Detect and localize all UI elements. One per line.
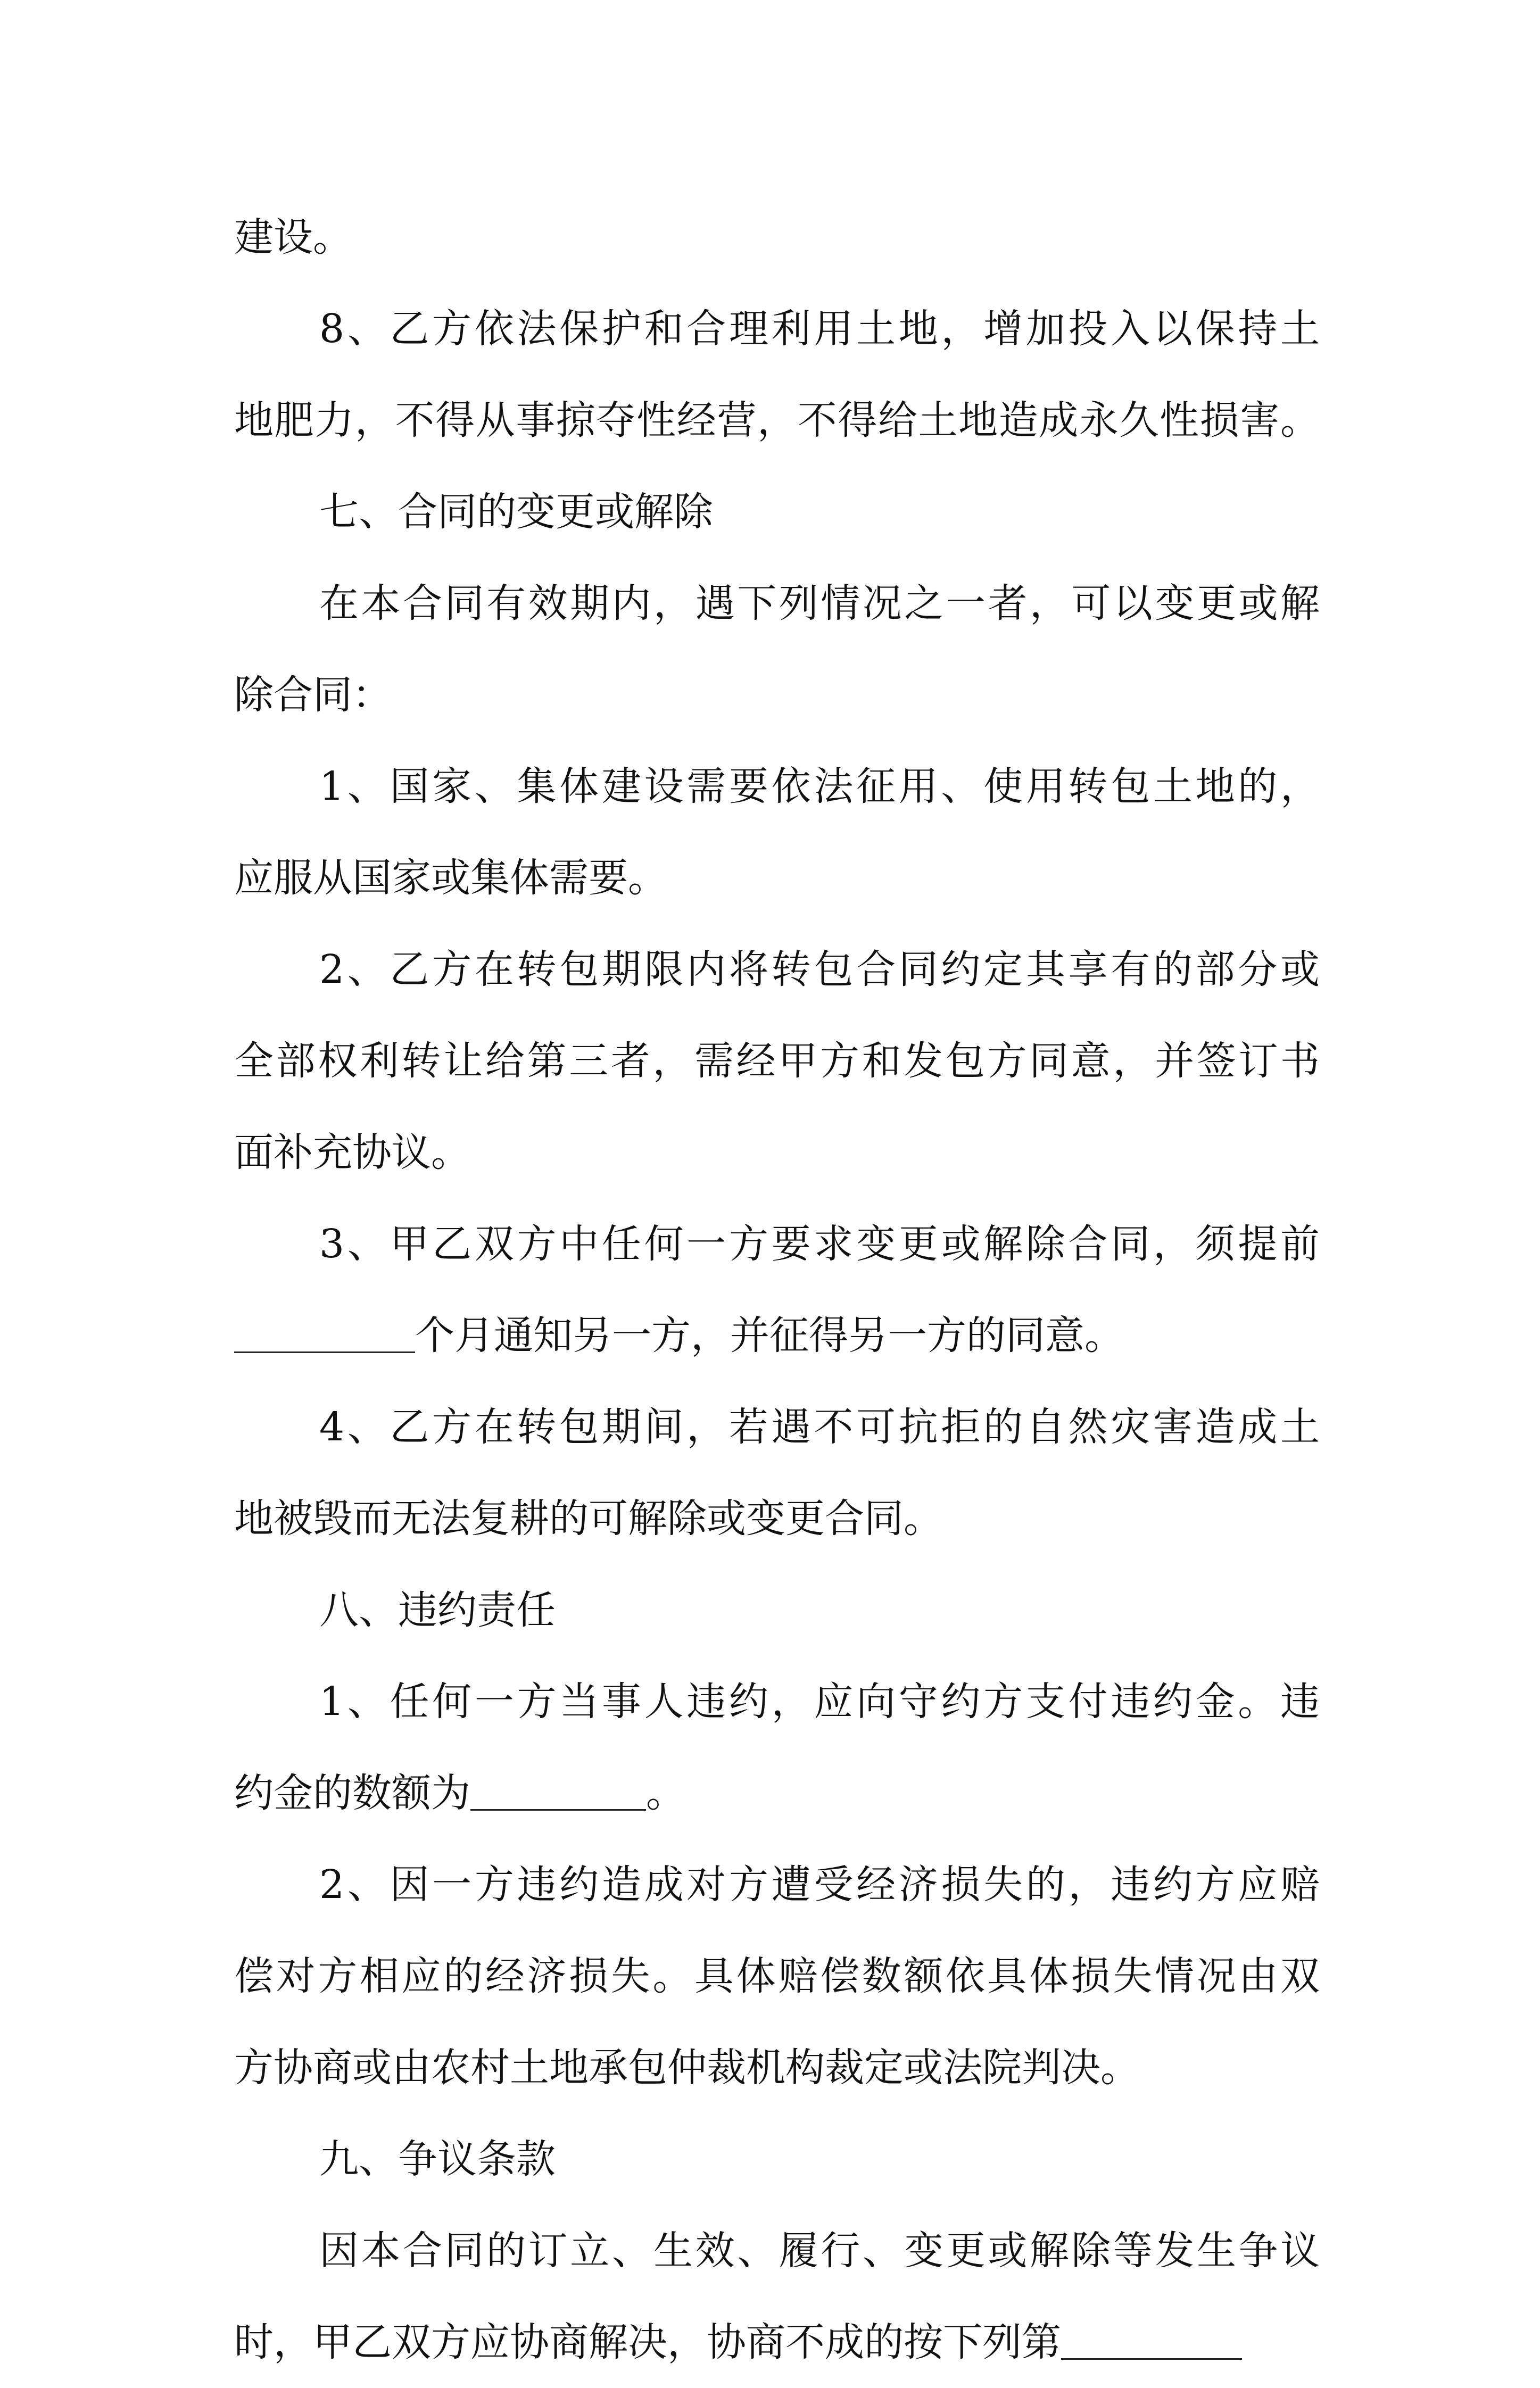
text-fragment: 。 — [646, 1770, 685, 1816]
text-line: 地肥力，不得从事掠夺性经营，不得给土地造成永久性损害。 — [234, 397, 1320, 443]
text-line: 建设。 — [234, 214, 352, 260]
clause-7-2: 2、乙方在转包期限内将转包合同约定其享有的部分或 — [319, 947, 1320, 992]
section-heading-7: 七、合同的变更或解除 — [319, 489, 713, 535]
text-fragment: 个月通知另一方，并征得另一方的同意。 — [415, 1313, 1124, 1358]
text-line: 全部权利转让给第三者，需经甲方和发包方同意，并签订书 — [234, 1038, 1320, 1084]
text-line: 面补充协议。 — [234, 1130, 470, 1175]
contract-text — [234, 192, 1320, 2388]
text-line: 除合同： — [234, 672, 392, 718]
section-heading-9: 九、争议条款 — [319, 2136, 556, 2182]
clause-7-3: 3、甲乙双方中任何一方要求变更或解除合同，须提前 — [319, 1221, 1320, 1267]
clause-8: 8、乙方依法保护和合理利用土地，增加投入以保持土 — [319, 306, 1320, 352]
text-line — [234, 1747, 1320, 1839]
clause-7-4: 4、乙方在转包期间，若遇不可抗拒的自然灾害造成土 — [319, 1404, 1320, 1450]
text-line: 地被毁而无法复耕的可解除或变更合同。 — [234, 1496, 943, 1541]
clause-8-1: 1、任何一方当事人违约，应向守约方支付违约金。违 — [319, 1679, 1320, 1724]
clause-8-2: 2、因一方违约造成对方遭受经济损失的，违约方应赔 — [319, 1862, 1320, 1908]
text-line: 方协商或由农村土地承包仲裁机构裁定或法院判决。 — [234, 2045, 1140, 2091]
text-line: 在本合同有效期内，遇下列情况之一者，可以变更或解 — [319, 581, 1320, 626]
text-line: 偿对方相应的经济损失。具体赔偿数额依具体损失情况由双 — [234, 1953, 1320, 1999]
penalty-amount-blank — [470, 1770, 646, 1811]
text-line — [234, 1290, 1320, 1381]
text-fragment: 约金的数额为 — [234, 1770, 470, 1816]
dispute-clause: 因本合同的订立、生效、履行、变更或解除等发生争议 — [319, 2228, 1320, 2274]
text-line — [234, 2296, 1320, 2388]
section-heading-8: 八、违约责任 — [319, 1587, 556, 1633]
text-fragment: 时，甲乙双方应协商解决，协商不成的按下列第 — [234, 2319, 1061, 2365]
notice-months-blank — [234, 1312, 415, 1353]
dispute-option-blank — [1061, 2319, 1242, 2360]
text-line: 应服从国家或集体需要。 — [234, 855, 667, 901]
clause-7-1: 1、国家、集体建设需要依法征用、使用转包土地的， — [319, 764, 1320, 809]
